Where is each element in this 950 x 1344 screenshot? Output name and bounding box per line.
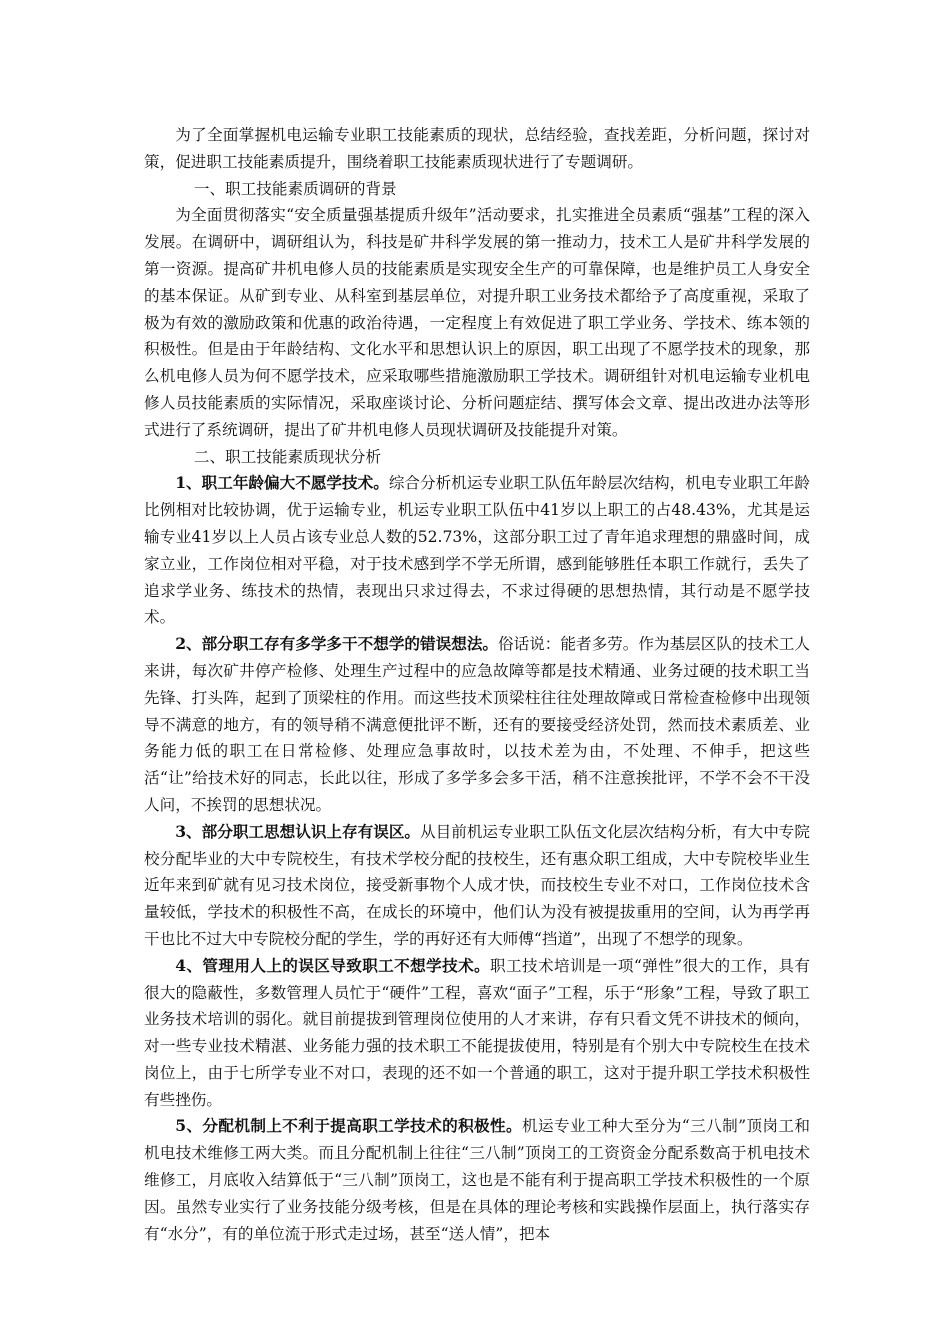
point-1-body: 综合分析机运专业职工队伍年龄层次结构，机电专业职工年龄比例相对比较协调，优于运输专业，机运专业职工队伍中41岁以上职工的占48.43%，尤其是运输专业41岁以上人员占该专业总人数的52.73%，这部分职工过了青年追求理想的鼎盛时间，成家立业，工作岗位相对平稳，对于技术感到学不学无所谓，感到能够胜任本职工作就行，丢失了追求学业务、练技术的热情，表现出只求过得去，不求过得硬的思想热情，其行动是不愿学技术。 <box>144 474 810 627</box>
intro-paragraph: 为了全面掌握机电运输专业职工技能素质的现状，总结经验，查找差距，分析问题，探讨对策，促进职工技能素质提升，围绕着职工技能素质现状进行了专题调研。 <box>144 126 810 171</box>
analysis-point-3 <box>144 819 810 953</box>
analysis-point-5 <box>144 1113 810 1247</box>
section-heading-analysis: 二、职工技能素质现状分析 <box>193 447 382 466</box>
analysis-point-4 <box>144 953 810 1114</box>
document-page <box>144 122 810 1247</box>
point-1-lead: 1、职工年龄偏大不愿学技术。 <box>175 473 389 493</box>
point-3-body: 从目前机运专业职工队伍文化层次结构分析，有大中专院校分配毕业的大中专院校生，有技术学校分配的技校生，还有惠众职工组成，大中专院校毕业生近年来到矿就有见习技术岗位，接受新事物个人成才快，而技校生专业不对口，工作岗位技术含量较低，学技术的积极性不高，在成长的环境中，他们认为没有被提拔重用的空间，认为再学再干也比不过大中专院校分配的学生，学的再好还有大师傅“挡道”，出现了不想学的现象。 <box>144 822 810 948</box>
background-paragraph: 为全面贯彻落实“安全质量强基提质升级年”活动要求，扎实推进全员素质“强基”工程的深入发展。在调研中，调研组认为，科技是矿井科学发展的第一推动力，技术工人是矿井科学发展的第一资源。提高矿井机电修人员的技能素质是实现安全生产的可靠保障，也是维护员工人身安全的基本保证。从矿到专业、从科室到基层单位，对提升职工业务技术都给予了高度重视，采取了极为有效的激励政策和优惠的政治待遇，一定程度上有效促进了职工学业务、学技术、练本领的积极性。但是由于年龄结构、文化水平和思想认识上的原因，职工出现了不愿学技术的现象，那么机电修人员为何不愿学技术，应采取哪些措施激励职工学技术。调研组针对机电运输专业机电修人员技能素质的实际情况，采取座谈讨论、分析问题症结、撰写体会文章、提出改进办法等形式进行了系统调研，提出了矿井机电修人员现状调研及技能提升对策。 <box>144 206 810 439</box>
point-3-lead: 3、部分职工思想认识上存有误区。 <box>175 821 421 841</box>
point-4-lead: 4、管理用人上的误区导致职工不想学技术。 <box>175 955 491 975</box>
point-5-lead: 5、分配机制上不利于提高职工学技术的积极性。 <box>175 1116 522 1136</box>
point-2-body: 俗话说：能者多劳。作为基层区队的技术工人来讲，每次矿井停产检修、处理生产过程中的应急故障等都是技术精通、业务过硬的技术职工当先锋、打头阵，起到了顶梁柱的作用。而这些技术顶梁柱往往处理故障或日常检查检修中出现领导不满意的地方，有的领导稍不满意便批评不断，还有的要接受经济处罚，然而技术素质差、业务能力低的职工在日常检修、处理应急事故时，以技术差为由，不处理、不伸手，把这些活“让”给技术好的同志，长此以往，形成了多学多会多干活，稍不注意挨批评，不学不会不干没人问，不挨罚的思想状况。 <box>144 635 810 814</box>
point-4-body: 职工技术培训是一项“弹性”很大的工作，具有很大的隐蔽性，多数管理人员忙于“硬件”工程，喜欢“面子”工程，乐于“形象”工程，导致了职工业务技术培训的弱化。就目前提拔到管理岗位使用的人才来讲，存有只看文凭不讲技术的倾向，对一些专业技术精湛、业务能力强的技术职工不能提拔使用，特别是有个别大中专院校生在技术岗位上，由于七所学专业不对口，表现的还不如一个普通的职工，这对于提升职工学技术积极性有些挫伤。 <box>144 956 810 1109</box>
point-2-lead: 2、部分职工存有多学多干不想学的错误想法。 <box>175 634 499 654</box>
section-heading-background: 一、职工技能素质调研的背景 <box>193 179 397 198</box>
analysis-point-1 <box>144 470 810 631</box>
point-5-body: 机运专业工种大至分为“三八制”顶岗工和机电技术维修工两大类。而且分配机制上往往“三八制”顶岗工的工资资金分配系数高于机电技术维修工，月底收入结算低于“三八制”顶岗工，这也是不能有利于提高职工学技术积极性的一个原因。虽然专业实行了业务技能分级考核，但是在具体的理论考核和实践操作层面上，执行落实存有“水分”，有的单位流于形式走过场，甚至“送人情”，把本 <box>144 1117 810 1243</box>
analysis-point-2 <box>144 631 810 819</box>
